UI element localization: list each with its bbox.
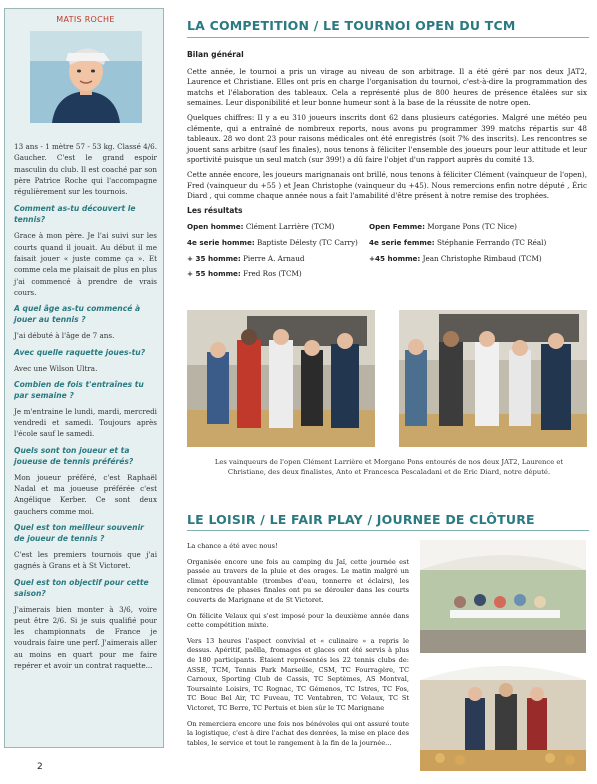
title-divider	[187, 37, 589, 38]
interview-answer: J'ai débuté à l'âge de 7 ans.	[14, 331, 115, 341]
interview-answer: C'est les premiers tournois que j'ai gagnés à Grans et à St Victoret.	[14, 549, 157, 571]
interview-answer: Grace à mon père. Je l'ai suivi sur les courts quand il jouait. Au début il me faisait jouer « juste comme ça ». Et comme cela me plaisait de plus en plus j'ai commencé à prendre de vrais cours.	[14, 231, 157, 297]
page-number: 2	[37, 762, 43, 772]
interview-question: Combien de fois t'entraînes tu par semaine ?	[14, 379, 144, 400]
interview-answer: Je m'entraine le lundi, mardi, mercredi vendredi et samedi. Toujours après l'école sauf le samedi.	[14, 406, 157, 439]
result-item: Open homme: Clément Larrière (TCM)	[187, 222, 335, 232]
bilan-paragraph: Cette année encore, les joueurs marignanais ont brillé, nous tenons à féliciter Clément (vainqueur de l'open), Fred (vainqueur du +55 ) et Jean Christophe (vainqueur du +45). Nous remercions enfin notre député , Éric Diard , qui comme chaque année nous a fait l'amabilité d'être présent à notre remise des trophées.	[187, 169, 587, 201]
player-profile-sidebar	[4, 8, 164, 748]
interview-answer: Mon joueur préféré, c'est Raphaël Nadal et ma joueuse préférée c'est Angélique Kerber. Ce sont deux gauchers comme moi.	[14, 472, 157, 516]
player-portrait	[30, 31, 142, 123]
result-item: 4e serie femme: Stéphanie Ferrando (TC Réal)	[369, 237, 547, 247]
results-heading: Les résultats	[187, 205, 243, 215]
loisir-paragraph: Organisée encore une fois au camping du Jaï, cette journée est passée au travers de la pluie et des orages. Le matin malgré un climat épouvantable (trombes d'eau, tonnerre et éclairs), les rencontres de phases finales ont pu se dérouler dans les courts couverts de Marignane et de St Victoret.	[187, 557, 409, 604]
competition-title: LA COMPETITION / LE TOURNOI OPEN DU TCM	[187, 18, 516, 33]
result-item: + 35 homme: Pierre A. Arnaud	[187, 253, 305, 263]
winners-photo-left	[187, 310, 375, 447]
interview-question: Avec quelle raquette joues-tu?	[14, 347, 146, 357]
loisir-paragraph: On remerciera encore une fois nos bénévoles qui ont assuré toute la logistique, c'est à dire l'achat des denrées, la mise en place des tables, le service et tout le rangement à la fin de la journée...	[187, 719, 409, 747]
loisir-paragraph: La chance a été avec nous!	[187, 542, 278, 550]
bilan-paragraph: Quelques chiffres: Il y a eu 310 joueurs inscrits dont 62 dans plusieurs catégories. Malgré une météo peu clémente, qui a entraîné de nombreux reports, nous avons pu programmer 399 matchs répartis sur 48 tableaux. 28 wo dont 23 pour raisons médicales ont été enregistrés (soit 7% des inscrits). Les rencontres se jouent sans arbitre (sauf les finales), nous tenons à féliciter l'ensemble des joueurs pour leur attitude et leur sportivité puisque un seul match (sur 399!) a dû faire l'objet d'un rapport auprès du comité 13.	[187, 112, 587, 165]
loisir-section	[187, 542, 409, 754]
competition-section	[187, 48, 587, 280]
team-photo	[420, 658, 586, 771]
loisir-paragraph: On félicite Velaux qui s'est imposé pour la deuxième année dans cette compétition mixte.	[187, 611, 409, 630]
result-item: Open Femme: Morgane Pons (TC Nice)	[369, 222, 517, 232]
result-item: 4e serie homme: Baptiste Délesty (TC Carry)	[187, 237, 358, 247]
winners-photo-right	[399, 310, 587, 447]
lunch-photo	[420, 540, 586, 653]
loisir-title: LE LOISIR / LE FAIR PLAY / JOURNEE DE CLÔTURE	[187, 512, 535, 527]
interview-question: A quel âge as-tu commencé à jouer au tennis ?	[14, 304, 141, 325]
interview-answer: Avec une Wilson Ultra.	[14, 363, 98, 373]
bilan-heading: Bilan général	[187, 50, 244, 59]
result-item: + 55 homme: Fred Ros (TCM)	[187, 269, 302, 279]
player-name: MATIS ROCHE	[56, 15, 115, 24]
interview-question: Quel est ton objectif pour cette saison?	[14, 577, 149, 598]
results-grid	[187, 222, 587, 279]
title-divider	[187, 530, 589, 531]
player-bio: 13 ans - 1 mètre 57 - 53 kg. Classé 4/6. Gaucher. C'est le grand espoir masculin du club. Il est coaché par son père Patrice Roche qui l'accompagne régulièrement sur les tournois.	[14, 142, 157, 197]
loisir-paragraph: Vers 13 heures l'aspect convivial et « culinaire » a repris le dessus. Apéritif, paëlla, fromages et glaces ont été servis à plus de 180 participants. Étaient représentés les 22 tennis clubs de: ASSE, TCM, Tennis Park Marseille, CSM, TC Fourragère, TC Carnoux, Sporting Club de Cassis, TC Septèmes, AS Montval, Toursainte Loisirs, TC Rognac, TC Gémenos, TC Istres, TC Fos, TC Bouc Bel Air, TC Fuveau, TC Ventabren, TC Velaux, TC St Victoret, TC Berre, TC Pertuis et bien sûr le TC Marignane	[187, 636, 409, 712]
interview-question: Quel est ton meilleur souvenir de joueur de tennis ?	[14, 522, 144, 543]
bilan-paragraph: Cette année, le tournoi a pris un virage au niveau de son arbitrage. Il a été géré par nos deux JAT2, Laurence et Christiane. Elles ont pris en charge l'organisation du tournoi, c'est-à-dire la programmation des matchs et l'élaboration des tableaux. Cela a représenté plus de 800 heures de présence étalées sur six semaines. Leur disponibilité et leur bonne humeur sont à la base de la réussite de notre open.	[187, 66, 587, 108]
interview-question: Quels sont ton joueur et ta joueuse de tennis préférés?	[14, 445, 134, 466]
interview-answer: J'aimerais bien monter à 3/6, voire peut être 2/6. Si je suis qualifié pour les championnats de France je voudrais faire une perf. J'aimerais aller au moins en quart pour me faire repérer et avoir un contrat raquette...	[14, 604, 157, 671]
result-item: +45 homme: Jean Christophe Rimbaud (TCM)	[369, 253, 542, 263]
photo-caption: Les vainqueurs de l'open Clément Larrière et Morgane Pons entourés de nos deux JAT2, Laurence et Christiane, des deux finalistes, Anto et Francesca Pescaladani et de Eric Diard, notre député.	[214, 458, 564, 476]
interview-question: Comment as-tu découvert le tennis?	[14, 204, 136, 225]
